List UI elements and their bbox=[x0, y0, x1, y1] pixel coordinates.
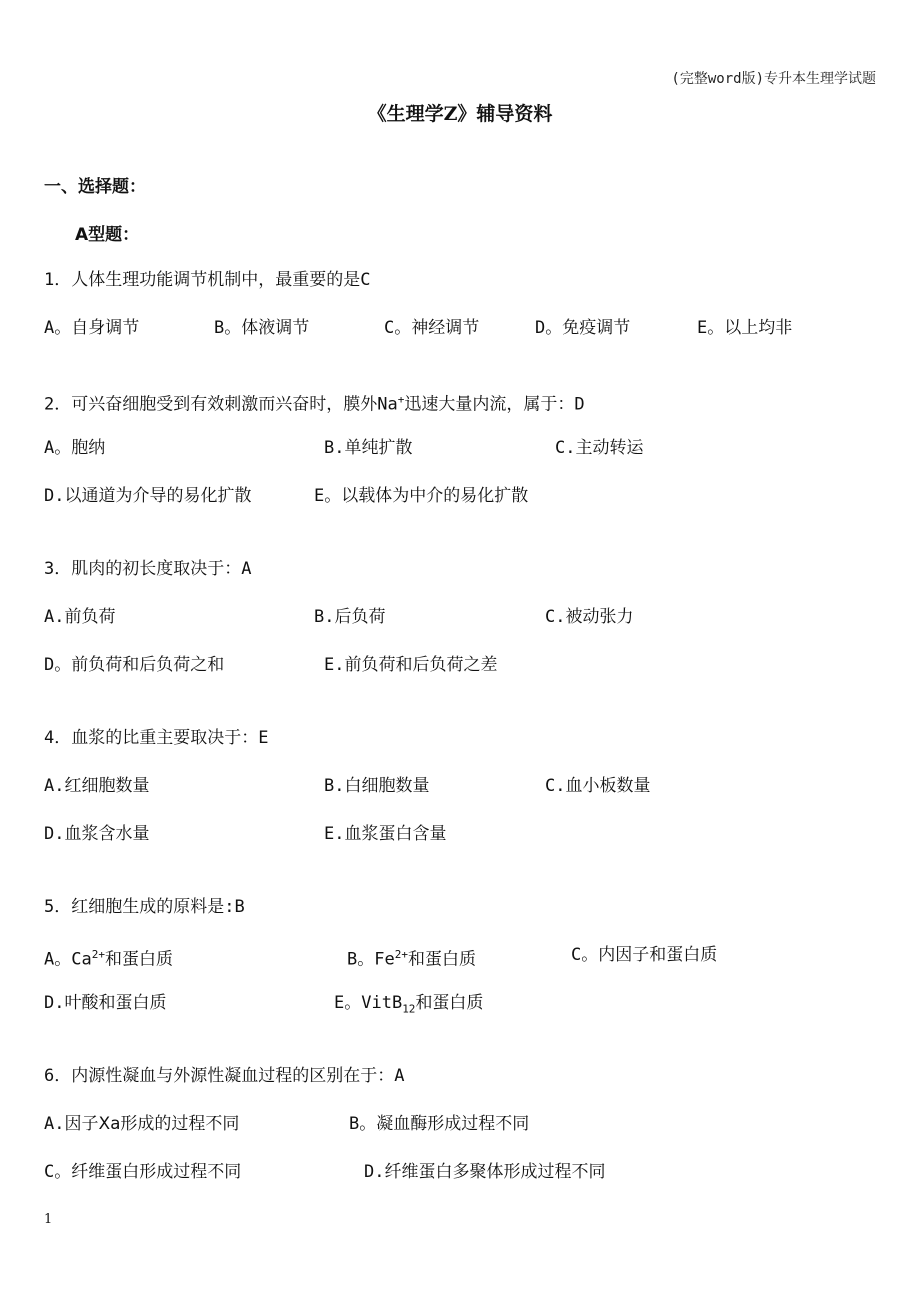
question-2-stem bbox=[44, 389, 585, 416]
document-title: 《生理学Z》辅导资料 bbox=[367, 103, 553, 125]
question-4-option-b: B.白细胞数量 bbox=[324, 776, 430, 796]
question-1-option-d: D。免疫调节 bbox=[535, 318, 631, 338]
running-header: (完整word版)专升本生理学试题 bbox=[671, 71, 876, 87]
question-5-option-e-start: E。VitB bbox=[334, 993, 403, 1013]
question-6-option-c: C。纤维蛋白形成过程不同 bbox=[44, 1162, 242, 1182]
question-3-option-e: E.前负荷和后负荷之差 bbox=[324, 655, 498, 675]
question-5-option-a-superscript: 2+ bbox=[91, 948, 105, 961]
question-6-option-b: B。凝血酶形成过程不同 bbox=[349, 1114, 530, 1134]
question-4-option-e: E.血浆蛋白含量 bbox=[324, 824, 447, 844]
question-3-option-d: D。前负荷和后负荷之和 bbox=[44, 655, 225, 675]
question-3-stem: 3．肌肉的初长度取决于：A bbox=[44, 559, 252, 579]
question-3-option-c: C.被动张力 bbox=[545, 607, 634, 627]
question-5-option-e bbox=[334, 992, 483, 1020]
section-heading: 一、选择题： bbox=[44, 177, 146, 197]
question-6-option-a: A.因子Ⅹa形成的过程不同 bbox=[44, 1114, 240, 1134]
question-5-option-b bbox=[347, 944, 476, 971]
question-2-option-d: D.以通道为介导的易化扩散 bbox=[44, 486, 252, 506]
question-3-option-b: B.后负荷 bbox=[314, 607, 386, 627]
question-1-option-a: A。自身调节 bbox=[44, 318, 140, 338]
question-5-option-d: D.叶酸和蛋白质 bbox=[44, 993, 167, 1013]
question-3-option-a: A.前负荷 bbox=[44, 607, 116, 627]
question-5-option-b-end: 和蛋白质 bbox=[407, 949, 476, 970]
question-1-option-b: B。体液调节 bbox=[214, 318, 310, 338]
question-4-stem: 4．血浆的比重主要取决于：E bbox=[44, 728, 269, 748]
question-2-stem-end: 迅速大量内流，属于：D bbox=[404, 394, 585, 415]
question-2-option-b: B.单纯扩散 bbox=[324, 438, 413, 458]
question-6-stem: 6．内源性凝血与外源性凝血过程的区别在于：A bbox=[44, 1066, 405, 1086]
question-2-stem-start: 2．可兴奋细胞受到有效刺激而兴奋时，膜外Na bbox=[44, 394, 398, 415]
question-1-option-c: C。神经调节 bbox=[384, 318, 480, 338]
question-5-option-b-superscript: 2+ bbox=[394, 948, 408, 961]
page-number: 1 bbox=[44, 1212, 53, 1227]
question-6-option-d: D.纤维蛋白多聚体形成过程不同 bbox=[364, 1162, 606, 1182]
question-5-option-a bbox=[44, 944, 173, 971]
question-2-option-c: C.主动转运 bbox=[555, 438, 644, 458]
question-5-option-a-end: 和蛋白质 bbox=[104, 949, 173, 970]
question-1-option-e: E。以上均非 bbox=[697, 318, 793, 338]
question-5-option-a-start: A。Ca bbox=[44, 949, 92, 970]
question-2-stem-superscript: + bbox=[397, 393, 405, 406]
subsection-heading: A型题： bbox=[75, 225, 140, 245]
question-4-option-d: D.血浆含水量 bbox=[44, 824, 150, 844]
question-5-stem: 5．红细胞生成的原料是:B bbox=[44, 897, 245, 917]
question-5-option-c: C。内因子和蛋白质 bbox=[571, 945, 718, 965]
question-5-option-e-end: 和蛋白质 bbox=[415, 993, 484, 1013]
question-1-stem: 1．人体生理功能调节机制中，最重要的是C bbox=[44, 270, 371, 290]
question-2-option-e: E。以载体为中介的易化扩散 bbox=[314, 486, 529, 506]
question-5-option-e-subscript: 12 bbox=[402, 1002, 416, 1016]
question-4-option-c: C.血小板数量 bbox=[545, 776, 651, 796]
question-2-option-a: A。胞纳 bbox=[44, 438, 106, 458]
question-4-option-a: A.红细胞数量 bbox=[44, 776, 150, 796]
question-5-option-b-start: B。Fe bbox=[347, 949, 395, 970]
